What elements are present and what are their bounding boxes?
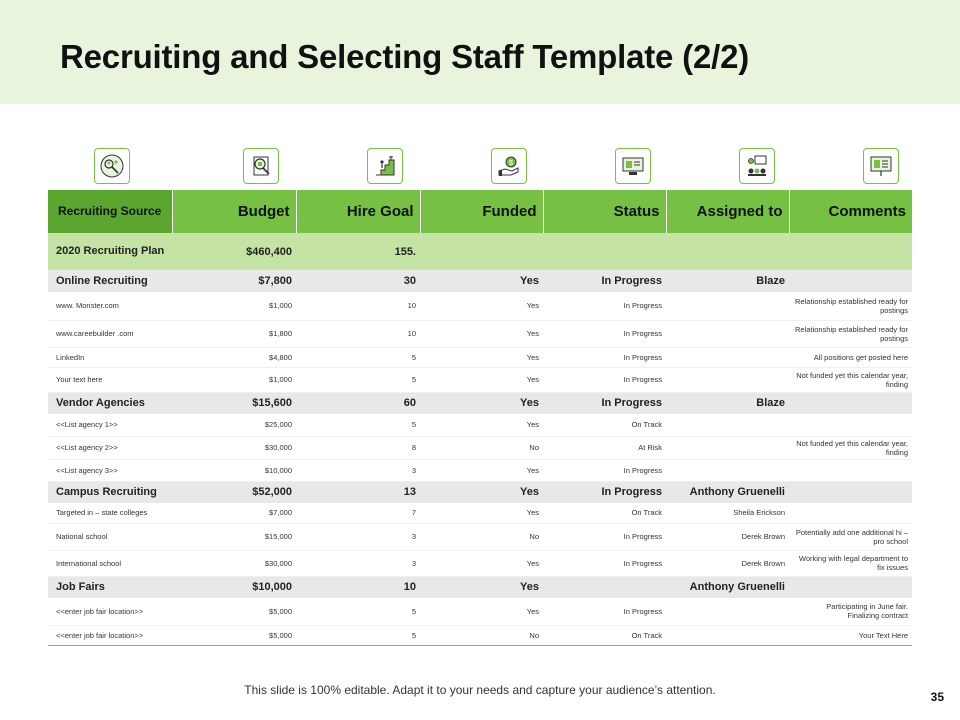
table-cell [666,459,789,481]
table-cell: Online Recruiting [48,270,172,292]
table-cell: Yes [420,576,543,598]
table-row [48,459,912,481]
table-cell [666,436,789,459]
table-cell: In Progress [543,459,666,481]
column-icons-row [48,148,912,188]
table-cell [666,598,789,625]
table-cell [789,270,912,292]
table-cell: www.careebuilder .com [48,320,172,347]
table-cell: <<enter job fair location>> [48,625,172,645]
recruiting-search-icon [94,148,130,184]
table-cell: $10,000 [172,576,296,598]
table-cell [789,414,912,436]
status-monitor-icon [615,148,651,184]
table-cell: Potentially add one additional hi – pro school [789,523,912,550]
table-cell: Derek Brown [666,523,789,550]
table-cell [789,503,912,523]
table-cell: $10,000 [172,459,296,481]
table-cell: 8 [296,436,420,459]
table-cell: Not funded yet this calendar year, finding [789,367,912,392]
table-row [48,320,912,347]
table-cell: $460,400 [172,233,296,270]
table-cell: 3 [296,523,420,550]
table-row [48,436,912,459]
table-cell: 5 [296,598,420,625]
table-cell: $5,000 [172,625,296,645]
table-cell: In Progress [543,392,666,414]
table-cell: $15,000 [172,523,296,550]
table-cell: 10 [296,576,420,598]
table-cell: <<List agency 3>> [48,459,172,481]
page-title: Recruiting and Selecting Staff Template (2/2) [60,38,750,75]
table-row-group [48,481,912,503]
table-cell: In Progress [543,367,666,392]
table-cell [666,320,789,347]
header-hire-goal: Hire Goal [296,190,420,233]
table-row [48,292,912,320]
table-cell [789,481,912,503]
table-cell: Vendor Agencies [48,392,172,414]
table-cell: $1,800 [172,320,296,347]
table-cell: No [420,625,543,645]
table-cell: 2020 Recruiting Plan [48,233,172,270]
comments-presentation-icon [863,148,899,184]
table-cell: Yes [420,414,543,436]
hire-goal-stairs-icon [367,148,403,184]
assigned-team-icon [739,148,775,184]
table-cell: 60 [296,392,420,414]
table-cell: On Track [543,414,666,436]
table-cell: Anthony Gruenelli [666,576,789,598]
table-cell: <<List agency 1>> [48,414,172,436]
table-cell: International school [48,550,172,576]
footer-note: This slide is 100% editable. Adapt it to your needs and capture your audience’s attention. [244,683,716,697]
table-cell: Yes [420,459,543,481]
table-row [48,523,912,550]
table-cell [666,233,789,270]
table-cell: 5 [296,625,420,645]
table-cell: Sheila Erickson [666,503,789,523]
table-cell: LinkedIn [48,347,172,367]
table-cell: No [420,436,543,459]
header-assigned-to: Assigned to [666,190,789,233]
table-cell [666,367,789,392]
table-cell: Participating in June fair. Finalizing contract [789,598,912,625]
table-cell: Yes [420,292,543,320]
table-cell: Blaze [666,270,789,292]
table-cell: Yes [420,320,543,347]
table-cell: In Progress [543,347,666,367]
table-cell: Job Fairs [48,576,172,598]
table-cell [543,233,666,270]
table-row [48,347,912,367]
table-cell: $4,800 [172,347,296,367]
table-cell: $15,600 [172,392,296,414]
table-cell: Campus Recruiting [48,481,172,503]
recruiting-table [48,190,912,646]
table-row [48,550,912,576]
table-cell: Working with legal department to fix issues [789,550,912,576]
table-cell: Anthony Gruenelli [666,481,789,503]
table-cell [666,625,789,645]
page-number: 35 [930,690,944,704]
table-cell: 10 [296,320,420,347]
table-cell: $1,000 [172,292,296,320]
table-cell: Relationship established ready for postings [789,320,912,347]
table-cell: On Track [543,503,666,523]
table-cell [420,233,543,270]
header-comments: Comments [789,190,912,233]
table-cell: 7 [296,503,420,523]
table-cell: In Progress [543,523,666,550]
header-budget: Budget [172,190,296,233]
table-row-group [48,392,912,414]
table-cell: No [420,523,543,550]
table-cell: Relationship established ready for postings [789,292,912,320]
table-cell: In Progress [543,320,666,347]
table-cell: Not funded yet this calendar year, finding [789,436,912,459]
svg-text:$: $ [509,160,513,167]
table-cell: <<List agency 2>> [48,436,172,459]
table-cell: 3 [296,459,420,481]
table-cell: $25,000 [172,414,296,436]
table-cell: Yes [420,503,543,523]
table-cell: 10 [296,292,420,320]
table-cell: 155. [296,233,420,270]
table-cell: In Progress [543,598,666,625]
header-recruiting-source: Recruiting Source [48,190,172,233]
table-cell: $7,800 [172,270,296,292]
table-cell [543,576,666,598]
table-cell: $30,000 [172,550,296,576]
table-cell: 5 [296,347,420,367]
table-cell: 13 [296,481,420,503]
table-row-plan [48,233,912,270]
table-cell: At Risk [543,436,666,459]
table-row [48,625,912,645]
table-cell: $7,000 [172,503,296,523]
table-cell [666,414,789,436]
table-cell: 5 [296,367,420,392]
table-cell: Yes [420,550,543,576]
table-cell [789,233,912,270]
table-cell: Yes [420,270,543,292]
table-cell: $1,000 [172,367,296,392]
table-cell: Targeted in – state colleges [48,503,172,523]
table-cell: Blaze [666,392,789,414]
table-cell: In Progress [543,550,666,576]
table-cell [789,392,912,414]
table-cell: <<enter job fair location>> [48,598,172,625]
table-cell: Your Text Here [789,625,912,645]
table-row [48,503,912,523]
table-cell: National school [48,523,172,550]
table-cell [789,576,912,598]
table-cell: In Progress [543,481,666,503]
table-cell: Yes [420,347,543,367]
table-cell: $52,000 [172,481,296,503]
table-cell: Yes [420,481,543,503]
table-cell [666,347,789,367]
table-cell [666,292,789,320]
table-row-group [48,270,912,292]
table-row [48,414,912,436]
table-cell: Derek Brown [666,550,789,576]
header-status: Status [543,190,666,233]
table-row [48,367,912,392]
table-cell: On Track [543,625,666,645]
table-cell: Yes [420,598,543,625]
budget-magnifier-icon [243,148,279,184]
table-cell [789,459,912,481]
table-cell: $30,000 [172,436,296,459]
funded-hand-coin-icon [491,148,527,184]
table-cell: In Progress [543,292,666,320]
table-cell: Yes [420,392,543,414]
table-cell: 30 [296,270,420,292]
header-funded: Funded [420,190,543,233]
table-cell: In Progress [543,270,666,292]
table-cell: All positions get posted here [789,347,912,367]
table-cell: Yes [420,367,543,392]
table-cell: Your text here [48,367,172,392]
table-cell: www. Monster.com [48,292,172,320]
table-cell: 3 [296,550,420,576]
table-cell: $5,000 [172,598,296,625]
table-cell: 5 [296,414,420,436]
table-header-row [48,190,912,233]
table-row [48,598,912,625]
table-row-group [48,576,912,598]
